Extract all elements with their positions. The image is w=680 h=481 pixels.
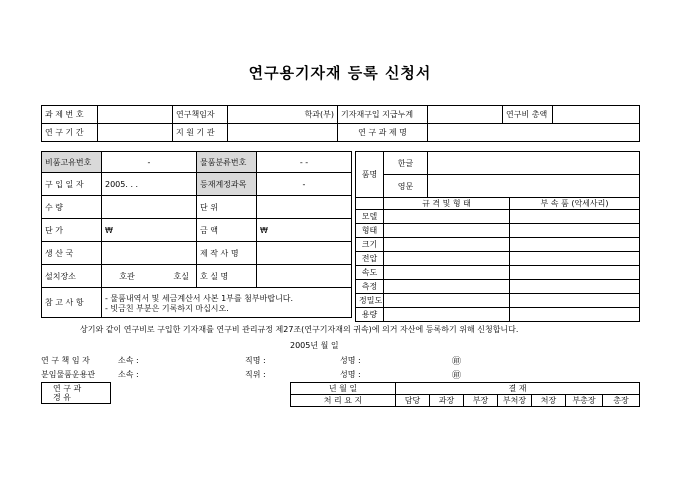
room-no-field[interactable] — [257, 265, 352, 288]
sign2-name[interactable]: 성명 : — [340, 370, 361, 379]
seal-icon: ㊞ — [452, 371, 462, 381]
building-value: 호관 — [119, 271, 135, 281]
statement-text: 상기와 같이 연구비로 구입한 기자재를 연구비 관리규정 제27조(연구기자재의 귀속)에 의거 자산에 등록하기 위해 신청합니다. — [80, 325, 519, 334]
sign1-pos[interactable]: 직명 : — [245, 356, 266, 365]
maker-field[interactable] — [257, 242, 352, 265]
project-no-label: 과 제 번 호 — [42, 106, 98, 124]
unit-label: 단 위 — [197, 196, 257, 219]
country-label: 생 산 국 — [42, 242, 102, 265]
unit-field[interactable] — [257, 196, 352, 219]
spec-row-field[interactable] — [384, 252, 510, 266]
process-header: 처 리 요 지 — [291, 395, 396, 407]
purchase-date-field[interactable]: 2005. . . — [102, 173, 197, 196]
parts-row-field[interactable] — [510, 294, 640, 308]
dept-field[interactable]: 학과(부) — [228, 106, 338, 124]
english-name-field[interactable] — [428, 175, 640, 198]
amount-label: 금 액 — [197, 219, 257, 242]
spec-row-field[interactable] — [384, 224, 510, 238]
spec-row-field[interactable] — [384, 280, 510, 294]
amount-field[interactable]: ₩ — [257, 219, 352, 242]
spec-row-label: 전압 — [356, 252, 384, 266]
spec-row-field[interactable] — [384, 266, 510, 280]
room-value: 호실 — [173, 271, 189, 281]
approver-cell[interactable]: 총장 — [603, 395, 640, 407]
purchase-total-label: 기자재구입 지급누계 — [338, 106, 428, 124]
note-line-2: - 빗금친 부분은 기록하지 마십시오. — [105, 303, 229, 313]
spec-row-field[interactable] — [384, 238, 510, 252]
equipment-table — [41, 151, 352, 318]
spec-row-label: 형태 — [356, 224, 384, 238]
approver-cell[interactable]: 부장 — [464, 395, 498, 407]
english-label: 영문 — [384, 175, 428, 198]
spec-row-label: 정밀도 — [356, 294, 384, 308]
note-line-1: - 물품내역서 및 세금계산서 사본 1부를 첨부바랍니다. — [105, 293, 294, 303]
purchase-date-label: 구 입 일 자 — [42, 173, 102, 196]
parts-row-field[interactable] — [510, 238, 640, 252]
location-label: 설치장소 — [42, 265, 102, 288]
approver-cell[interactable]: 담당 — [396, 395, 430, 407]
office-cell — [42, 383, 111, 404]
project-name-label: 연 구 과 제 명 — [338, 124, 428, 142]
date-line: 2005년 월 일 — [290, 341, 339, 350]
approver-cell[interactable]: 부총장 — [566, 395, 603, 407]
price-field[interactable]: ₩ — [102, 219, 197, 242]
sign2-pos[interactable]: 직위 : — [245, 370, 266, 379]
spec-row-label: 속도 — [356, 266, 384, 280]
sign1-name[interactable]: 성명 : — [340, 356, 361, 365]
page-title: 연구용기자재 등록 신청서 — [248, 64, 432, 82]
asset-no-label: 비품고유번호 — [42, 152, 102, 173]
location-field[interactable] — [102, 265, 197, 288]
spec-header: 규 격 및 형 태 — [384, 198, 510, 210]
korean-name-field[interactable] — [428, 152, 640, 175]
spec-row-label: 크기 — [356, 238, 384, 252]
room-no-label: 호 실 명 — [197, 265, 257, 288]
budget-total-field[interactable] — [553, 106, 640, 124]
country-field[interactable] — [102, 242, 197, 265]
spec-row-field[interactable] — [384, 210, 510, 224]
date-header: 년 월 일 — [291, 383, 396, 395]
parts-row-field[interactable] — [510, 224, 640, 238]
approver-cell[interactable]: 과장 — [430, 395, 464, 407]
spec-row-label: 모델 — [356, 210, 384, 224]
qty-label: 수 량 — [42, 196, 102, 219]
approval-table — [290, 382, 640, 407]
spec-table — [355, 151, 640, 322]
note-field — [102, 288, 352, 318]
project-name-field[interactable] — [428, 124, 640, 142]
account-label: 등재계정과목 — [197, 173, 257, 196]
note-label: 참 고 사 항 — [42, 288, 102, 318]
maker-label: 제 작 사 명 — [197, 242, 257, 265]
parts-row-field[interactable] — [510, 266, 640, 280]
office-label-2: 경 유 — [53, 393, 71, 402]
period-label: 연 구 기 간 — [42, 124, 98, 142]
price-label: 단 가 — [42, 219, 102, 242]
spec-row-label: 용량 — [356, 308, 384, 322]
category-field[interactable]: - - — [257, 152, 352, 173]
budget-total-label: 연구비 총액 — [503, 106, 553, 124]
funding-field[interactable] — [228, 124, 338, 142]
parts-row-field[interactable] — [510, 280, 640, 294]
sign1-role: 연 구 책 임 자 — [41, 356, 90, 365]
sign2-dept[interactable]: 소속 : — [118, 370, 139, 379]
project-info-table — [41, 105, 640, 142]
parts-header: 부 속 품 (악세사리) — [510, 198, 640, 210]
spec-row-label: 측정 — [356, 280, 384, 294]
parts-row-field[interactable] — [510, 210, 640, 224]
spec-row-field[interactable] — [384, 294, 510, 308]
office-box — [41, 382, 111, 404]
approval-header: 결 재 — [396, 383, 640, 395]
korean-label: 한글 — [384, 152, 428, 175]
sign1-dept[interactable]: 소속 : — [118, 356, 139, 365]
purchase-total-field[interactable] — [428, 106, 503, 124]
researcher-label: 연구책임자 — [173, 106, 228, 124]
name-label: 품명 — [356, 152, 384, 198]
asset-no-field[interactable]: - — [102, 152, 197, 173]
funding-label: 지 원 기 관 — [173, 124, 228, 142]
parts-row-field[interactable] — [510, 308, 640, 322]
spec-corner — [356, 198, 384, 210]
approver-cell[interactable]: 처장 — [532, 395, 566, 407]
account-field[interactable]: - — [257, 173, 352, 196]
qty-field[interactable] — [102, 196, 197, 219]
seal-icon: ㊞ — [452, 357, 462, 367]
approver-cell[interactable]: 부처장 — [498, 395, 532, 407]
period-field[interactable] — [98, 124, 173, 142]
office-label-1: 연 구 과 — [53, 384, 82, 393]
project-no-field[interactable] — [98, 106, 173, 124]
category-label: 물품분류번호 — [197, 152, 257, 173]
spec-row-field[interactable] — [384, 308, 510, 322]
sign2-role: 분임물품운용관 — [41, 370, 96, 379]
parts-row-field[interactable] — [510, 252, 640, 266]
